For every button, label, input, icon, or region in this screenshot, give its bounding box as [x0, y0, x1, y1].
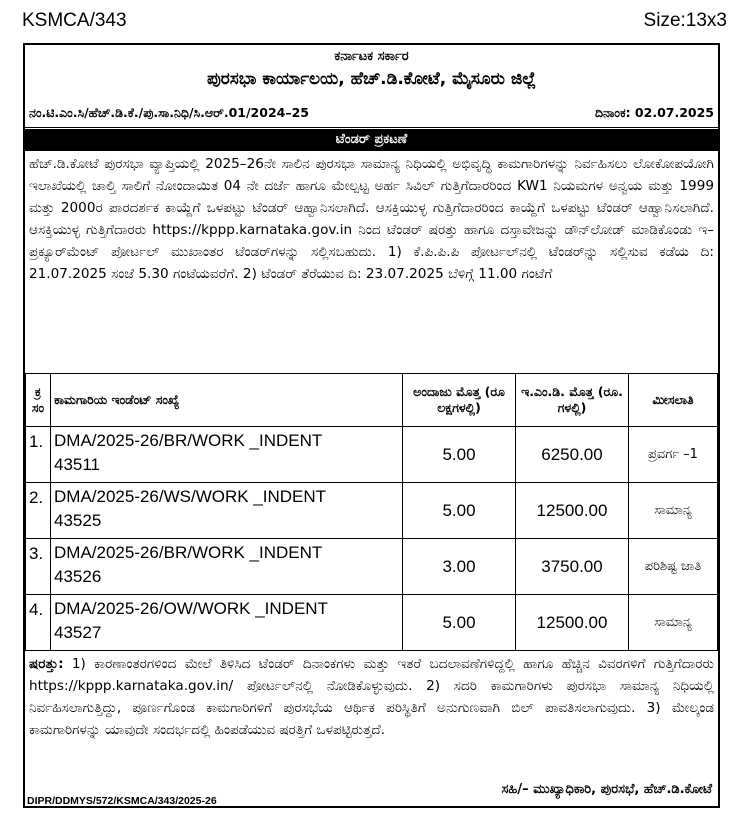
notice-title: ಟೆಂಡರ್ ಪ್ರಕಟಣೆ — [25, 129, 718, 151]
table-row — [26, 483, 718, 539]
row-emd: 6250.00 — [516, 427, 629, 483]
dipr-number: DIPR/DDMYS/572/KSMCA/343/2025-26 — [27, 795, 217, 807]
indent-line1: DMA/2025-26/WS/WORK _INDENT — [54, 487, 327, 506]
row-indent — [51, 483, 403, 539]
indent-line1: DMA/2025-26/OW/WORK _INDENT — [54, 599, 328, 618]
reference-number: ನಂ.ಟಿ.ಎಂ.ಸಿ/ಹೆಚ್.ಡಿ.ಕೆ./ಪು.ಸಾ.ನಿಧಿ/ಸಿ.ಆರ್.01/2024–25 — [29, 105, 309, 120]
row-sl: 1. — [26, 427, 51, 483]
row-reservation: ಪರಿಶಿಷ್ಟ ಜಾತಿ — [629, 539, 718, 595]
row-indent — [51, 595, 403, 651]
row-sl: 4. — [26, 595, 51, 651]
notice-date: ದಿನಾಂಕ: 02.07.2025 — [594, 105, 714, 120]
ad-size: Size:13x3 — [643, 10, 727, 31]
indent-line1: DMA/2025-26/BR/WORK _INDENT — [54, 431, 323, 450]
tender-table — [25, 373, 718, 651]
indent-line2: 43511 — [54, 455, 101, 474]
divider — [25, 127, 718, 128]
row-indent — [51, 427, 403, 483]
row-emd: 12500.00 — [516, 595, 629, 651]
header-sl: ಕ್ರ ಸಂ — [26, 374, 51, 427]
indent-line2: 43526 — [54, 567, 102, 586]
conditions — [29, 653, 714, 741]
header-indent: ಕಾಮಗಾರಿಯ ಇಂಡೆಂಟ್ ಸಂಖ್ಯೆ — [51, 374, 403, 427]
row-estimate: 5.00 — [403, 595, 516, 651]
signature: ಸಹಿ/– ಮುಖ್ಯಾಧಿಕಾರಿ, ಪುರಸಭೆ, ಹೆಚ್.ಡಿ.ಕೋಟೆ — [501, 782, 712, 797]
row-estimate: 5.00 — [403, 427, 516, 483]
conditions-text: 1) ಕಾರಣಾಂತರಗಳಿಂದ ಮೇಲೆ ತಿಳಿಸಿದ ಟೆಂಡರ್ ದಿನಾಂಕಗಳು ಮತ್ತು ಇತರೆ ಬದಲಾವಣೆಗಳಿದ್ದಲ್ಲಿ ಹಾಗೂ ಹೆಚ್ಚಿನ ವಿವರಗಳಿಗೆ ಗುತ್ತಿಗೆದಾರರು https://kppp.karnataka.gov.in/ ಪೋರ್ಟಲ್‌ನಲ್ಲಿ ನೋಡಿಕೊಳ್ಳುವುದು. 2) ಸದರಿ ಕಾಮಗಾರಿಗಳು ಪುರಸಭಾ ಸಾಮಾನ್ಯ ನಿಧಿಯಲ್ಲಿ ನಿರ್ವಹಿಸಲಾಗುತ್ತಿದ್ದು, ಪೂರ್ಣಗೊಂಡ ಕಾಮಗಾರಿಗಳಿಗೆ ಪುರಸಭೆಯ ಆರ್ಥಿಕ ಪರಿಸ್ಥಿತಿಗೆ ಅನುಗುಣವಾಗಿ ಬಿಲ್ ಪಾವತಿಸಲಾಗುವುದು. 3) ಮೇಲ್ಕಂಡ ಕಾಮಗಾರಿಗಳನ್ನು ಯಾವುದೇ ಸಂದರ್ಭದಲ್ಲಿ ಹಿಂಪಡೆಯುವ ಷರತ್ತಿಗೆ ಒಳಪಟ್ಟಿರುತ್ತದೆ. — [29, 656, 714, 738]
conditions-label: ಷರತ್ತು: — [29, 656, 64, 672]
row-estimate: 5.00 — [403, 483, 516, 539]
row-estimate: 3.00 — [403, 539, 516, 595]
table-row — [26, 595, 718, 651]
indent-line2: 43527 — [54, 623, 102, 642]
notice-body: ಹೆಚ್.ಡಿ.ಕೋಟೆ ಪುರಸಭಾ ವ್ಯಾಪ್ತಿಯಲ್ಲಿ 2025–26ನೇ ಸಾಲಿನ ಪುರಸಭಾ ಸಾಮಾನ್ಯ ನಿಧಿಯಲ್ಲಿ ಅಭಿವೃದ್ಧಿ ಕಾಮಗಾರಿಗಳನ್ನು ನಿರ್ವಹಿಸಲು ಲೋಕೋಪಯೋಗಿ ಇಲಾಖೆಯಲ್ಲಿ ಚಾಲ್ತಿ ಸಾಲಿಗೆ ನೋಂದಾಯಿತ 04 ನೇ ದರ್ಜೆ ಹಾಗೂ ಮೇಲ್ಪಟ್ಟ ಅರ್ಹ ಸಿವಿಲ್ ಗುತ್ತಿಗೆದಾರರಿಂದ KW1 ನಿಯಮಗಳ ಅನ್ವಯ ಮತ್ತು 1999 ಮತ್ತು 2000ರ ಪಾರದರ್ಶಕ ಕಾಯ್ದೆಗೆ ಒಳಪಟ್ಟು ಟೆಂಡರ್ ಆಹ್ವಾನಿಸಲಾಗಿದೆ. ಆಸಕ್ತಿಯುಳ್ಳ ಗುತ್ತಿಗೆದಾರರಿಂದ ಕಾಯ್ದೆಗೆ ಒಳಪಟ್ಟು ಟೆಂಡರ್ ಆಹ್ವಾನಿಸಲಾಗಿದೆ. ಆಸಕ್ತಿಯುಳ್ಳ ಗುತ್ತಿಗೆದಾರರು https://kppp.karnataka.gov.in ನಿಂದ ಟೆಂಡರ್ ಷರತ್ತು ಹಾಗೂ ದಸ್ತಾವೇಜನ್ನು ಡೌನ್‌ಲೋಡ್ ಮಾಡಿಕೊಂಡು ಇ–ಪ್ರಕ್ಯೂರ್‌ಮೆಂಟ್ ಪೋರ್ಟಲ್ ಮುಖಾಂತರ ಟೆಂಡರ್‌ಗಳನ್ನು ಸಲ್ಲಿಸಬಹುದು. 1) ಕೆ.ಪಿ.ಪಿ.ಪಿ ಪೋರ್ಟಲ್‌ನಲ್ಲಿ ಟೆಂಡರ್‌ನ್ನು ಸಲ್ಲಿಸುವ ಕಡೆಯ ದಿ: 21.07.2025 ಸಂಜೆ 5.30 ಗಂಟೆಯವರೆಗೆ. 2) ಟೆಂಡರ್ ತೆರೆಯುವ ದಿ: 23.07.2025 ಬೆಳಿಗ್ಗೆ 11.00 ಗಂಟೆಗೆ — [29, 156, 714, 282]
header-reservation: ಮೀಸಲಾತಿ — [629, 374, 718, 427]
header-estimate: ಅಂದಾಜು ಮೊತ್ತ (ರೂ ಲಕ್ಷಗಳಲ್ಲಿ) — [403, 374, 516, 427]
row-indent — [51, 539, 403, 595]
indent-line2: 43525 — [54, 511, 102, 530]
row-sl: 2. — [26, 483, 51, 539]
row-emd: 12500.00 — [516, 483, 629, 539]
row-reservation: ಸಾಮಾನ್ಯ — [629, 483, 718, 539]
indent-line1: DMA/2025-26/BR/WORK _INDENT — [54, 543, 323, 562]
row-emd: 3750.00 — [516, 539, 629, 595]
table-row — [26, 539, 718, 595]
ad-code: KSMCA/343 — [22, 10, 127, 31]
office-name: ಪುರಸಭಾ ಕಾರ್ಯಾಲಯ, ಹೆಚ್.ಡಿ.ಕೋಟೆ, ಮೈಸೂರು ಜಿಲ್ಲೆ — [206, 69, 537, 89]
row-sl: 3. — [26, 539, 51, 595]
table-row — [26, 427, 718, 483]
table-header-row — [26, 374, 718, 427]
tender-notice-frame — [23, 43, 720, 808]
row-reservation: ಪ್ರವರ್ಗ –1 — [629, 427, 718, 483]
row-reservation: ಸಾಮಾನ್ಯ — [629, 595, 718, 651]
government-title: ಕರ್ನಾಟಕ ಸರ್ಕಾರ — [334, 49, 409, 64]
header-emd: ಇ.ಎಂ.ಡಿ. ಮೊತ್ತ (ರೂ. ಗಳಲ್ಲಿ) — [516, 374, 629, 427]
